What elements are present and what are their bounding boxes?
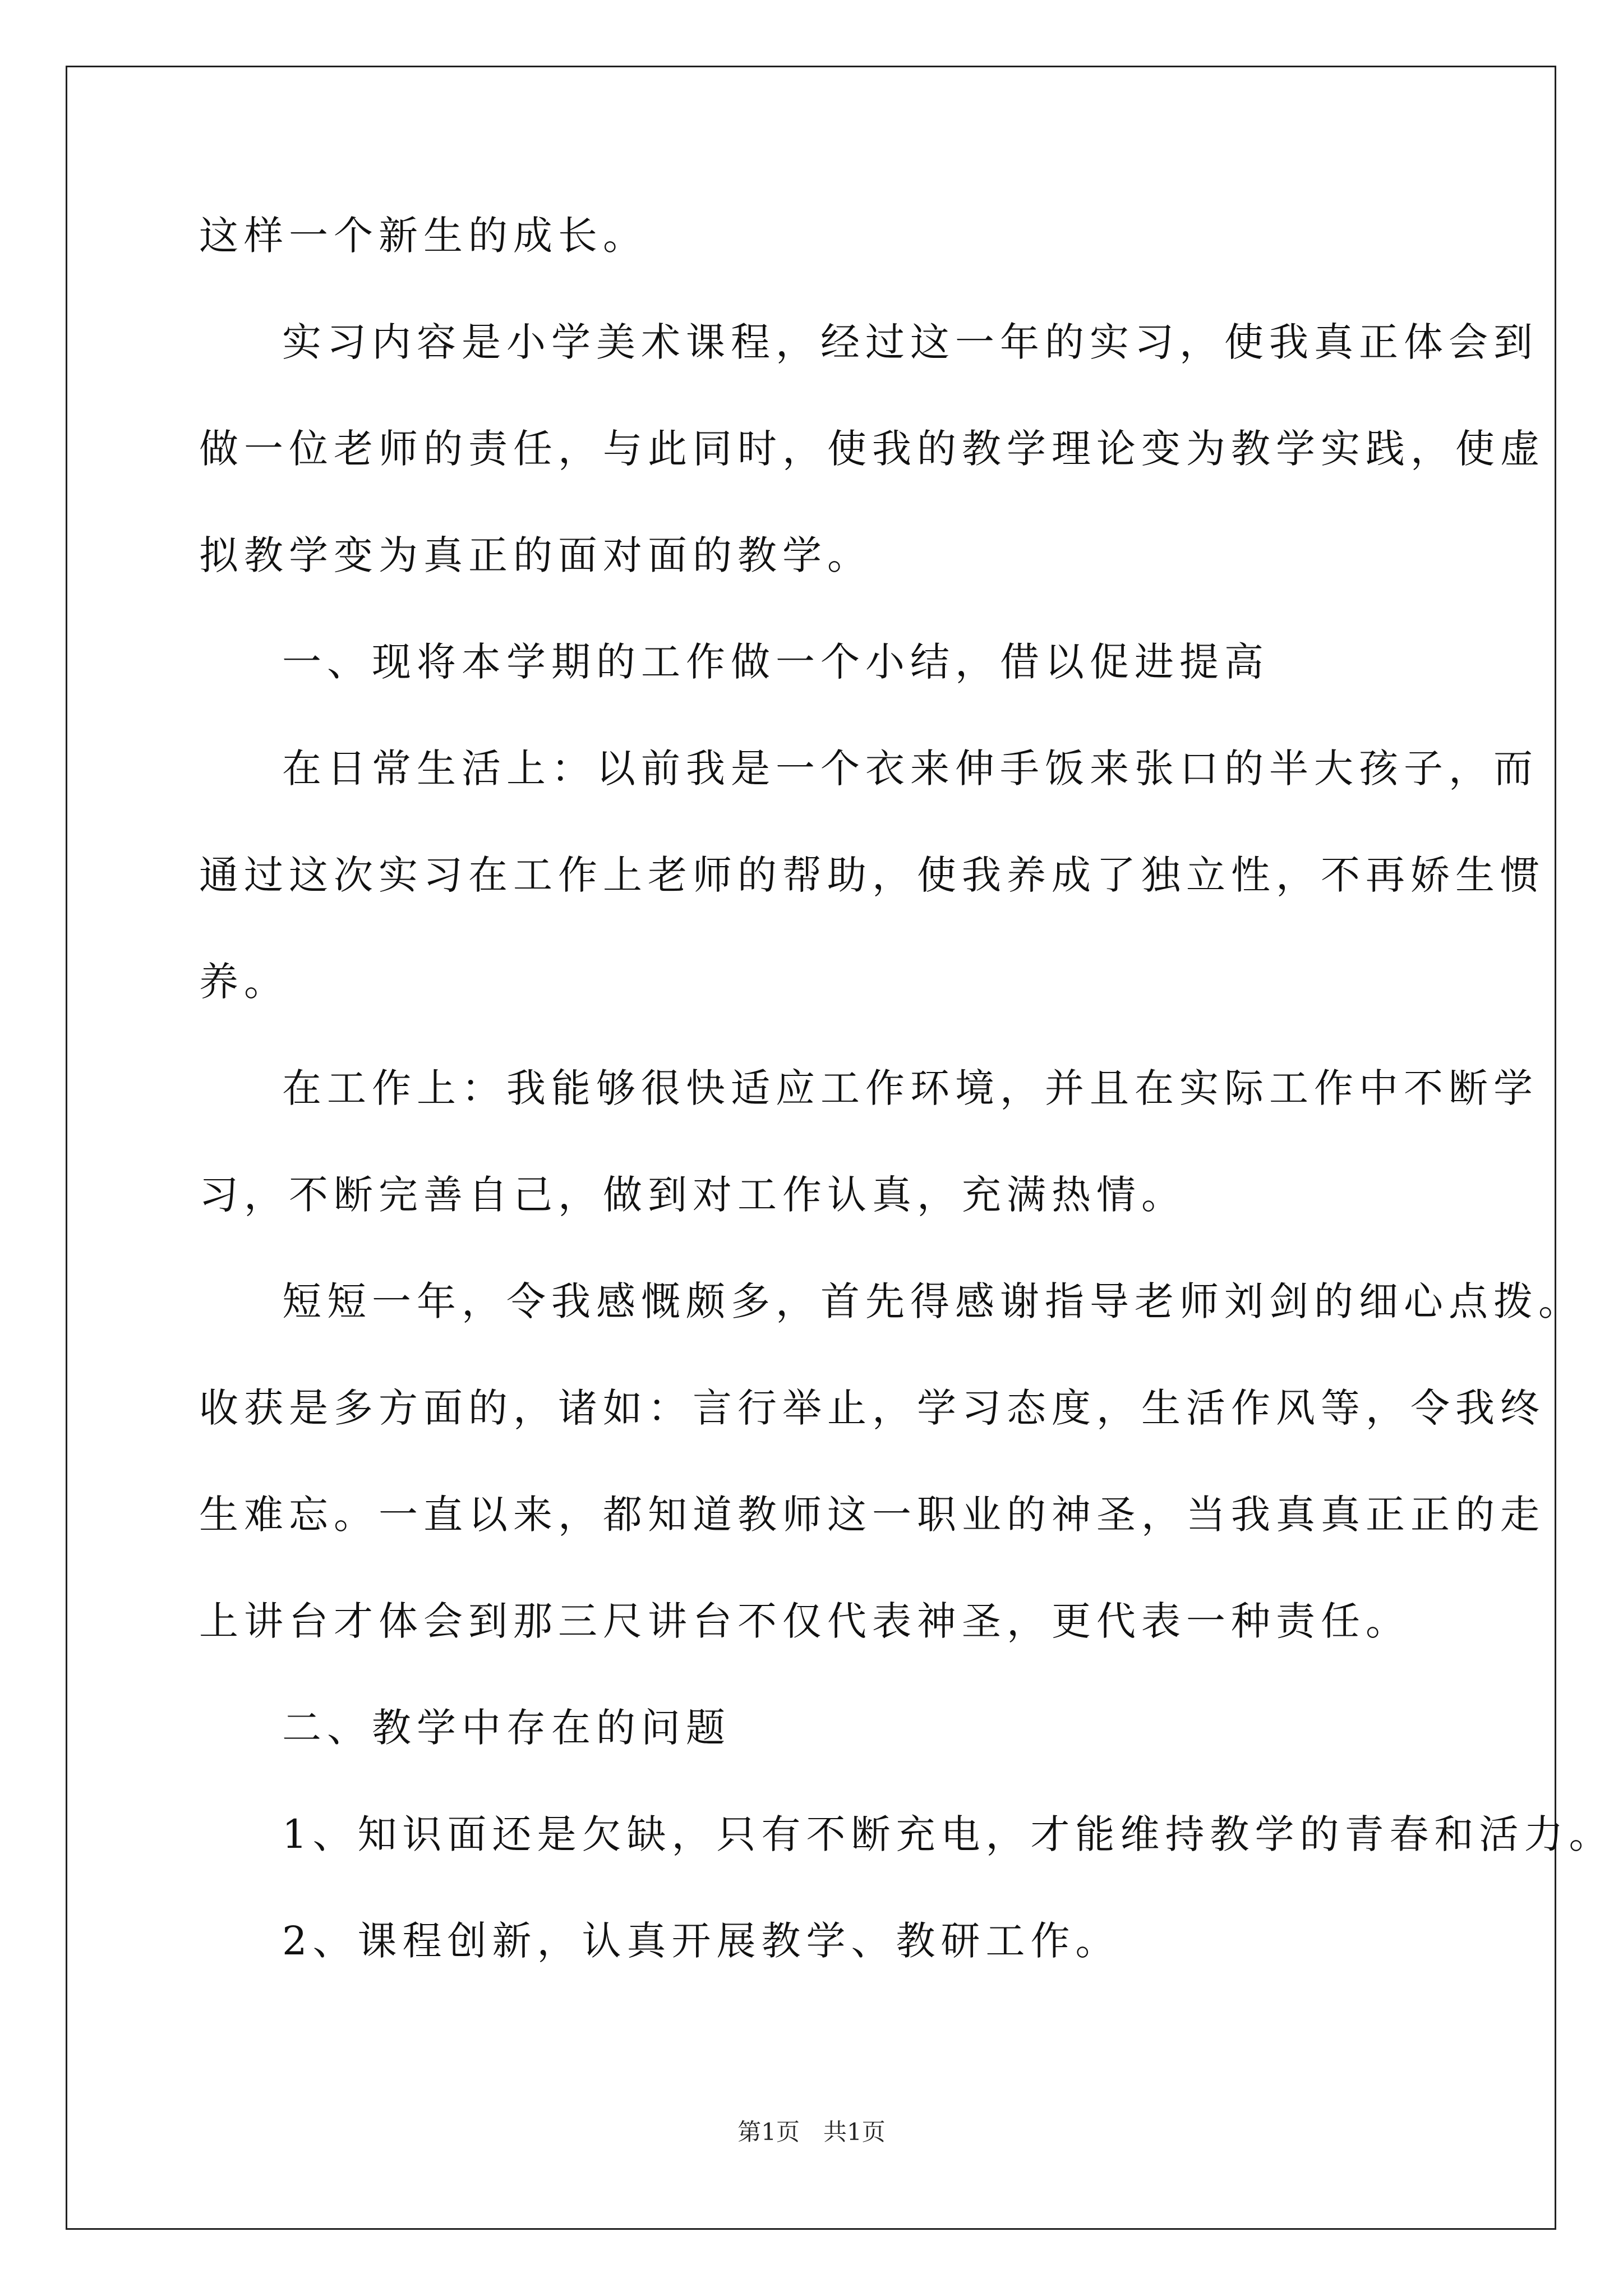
- list-item: 2、课程创新，认真开展教学、教研工作。: [282, 1918, 1121, 1964]
- page-frame: [66, 66, 1556, 2230]
- list-item: 1、知识面还是欠缺，只有不断充电，才能维持教学的青春和活力。: [282, 1811, 1614, 1857]
- text-line: 收获是多方面的，诸如：言行举止，学习态度，生活作风等，令我终: [199, 1385, 1545, 1431]
- text-line: 做一位老师的责任，与此同时，使我的教学理论变为教学实践，使虚: [199, 426, 1545, 472]
- text-line: 养。: [199, 959, 289, 1005]
- paragraph-start: 实习内容是小学美术课程，经过这一年的实习，使我真正体会到: [282, 319, 1538, 365]
- text-line: 这样一个新生的成长。: [199, 213, 648, 259]
- text-line: 上讲台才体会到那三尺讲台不仅代表神圣，更代表一种责任。: [199, 1598, 1410, 1644]
- paragraph-start: 短短一年，令我感慨颇多，首先得感谢指导老师刘剑的细心点拨。: [282, 1278, 1583, 1324]
- paragraph-start: 在工作上：我能够很快适应工作环境，并且在实际工作中不断学: [282, 1065, 1538, 1111]
- text-line: 生难忘。一直以来，都知道教师这一职业的神圣，当我真真正正的走: [199, 1492, 1545, 1538]
- section-heading: 一、现将本学期的工作做一个小结，借以促进提高: [282, 639, 1269, 685]
- paragraph-start: 在日常生活上：以前我是一个衣来伸手饭来张口的半大孩子，而: [282, 746, 1538, 792]
- section-heading: 二、教学中存在的问题: [282, 1705, 731, 1751]
- text-line: 通过这次实习在工作上老师的帮助，使我养成了独立性，不再娇生惯: [199, 852, 1545, 898]
- text-line: 拟教学变为真正的面对面的教学。: [199, 532, 872, 578]
- page-number-footer: 第1页 共1页: [737, 2118, 886, 2146]
- text-line: 习，不断完善自己，做到对工作认真，充满热情。: [199, 1172, 1186, 1218]
